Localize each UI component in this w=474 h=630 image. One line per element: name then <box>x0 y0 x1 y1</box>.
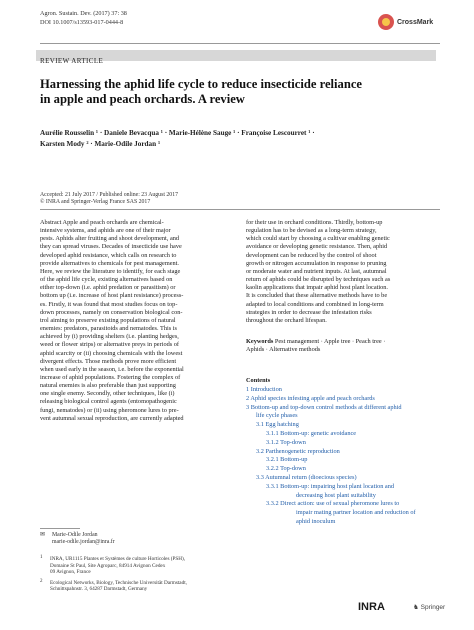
toc-item[interactable] <box>246 483 446 492</box>
inra-logo <box>358 601 385 613</box>
crossmark-badge[interactable] <box>378 14 433 30</box>
abstract-line: Here, we review the literature to identify, for each stage <box>40 267 181 275</box>
affiliation-line: Domaine St Paul, Site Agroparc, 84914 Avignon Cedex <box>50 562 166 569</box>
toc-item-text: aphid inoculum <box>296 517 336 525</box>
corresponding-email[interactable]: marie-odile.jordan@inra.fr <box>52 539 115 545</box>
keywords-block <box>246 338 442 354</box>
toc-item[interactable] <box>246 386 446 395</box>
toc-item[interactable] <box>246 465 446 474</box>
toc-item[interactable] <box>246 421 446 430</box>
toc-item-text: Bottom-up: impairing host plant location and <box>280 482 395 490</box>
toc-item-number: 3.1 <box>256 421 266 429</box>
toc-item[interactable] <box>246 395 446 404</box>
abstract-line: provide alternatives to chemicals for pest management. <box>40 259 180 267</box>
abstract-line: releasing biological control agents (entomopathogenic <box>40 398 177 406</box>
toc-item[interactable] <box>246 430 446 439</box>
abstract-line: vent autumnal sexual reproduction, are currently adapted <box>40 414 184 422</box>
abstract-line: natural enemies is also preferable than just supporting <box>40 382 176 390</box>
corresponding-author: Marie-Odile Jordan <box>52 532 98 538</box>
abstract-line: when used early in the season, i.e. before the exponential <box>40 365 184 373</box>
footnote-rule <box>40 528 80 529</box>
affiliations <box>40 556 230 597</box>
abstract-line: strategies in order to decrease the infestation risks <box>246 308 372 316</box>
abstract-line: down processes, namely on conservation biological con- <box>40 308 183 316</box>
toc-item-number: 2 <box>246 394 251 402</box>
abstract-line: achieved by (i) providing shelters (i.e. planting hedges, <box>40 333 179 341</box>
springer-logo <box>413 603 445 611</box>
author-list <box>40 128 440 150</box>
toc-item-text: Top-down <box>280 438 306 446</box>
toc-item-text: Bottom-up: genetic avoidance <box>280 429 357 437</box>
affiliation-line: Ecological Networks, Biology, Technische Universität Darmstadt, <box>50 579 187 586</box>
article-title <box>40 77 440 107</box>
keywords-label: Keywords <box>246 338 274 345</box>
affiliation <box>40 580 230 593</box>
abstract-line: developed aphid resistance, which calls on research to <box>40 251 177 259</box>
toc-item[interactable] <box>246 474 446 483</box>
envelope-icon: ✉ <box>40 532 45 538</box>
contents-heading: Contents <box>246 377 271 384</box>
abstract-line: return of aphids could be disrupted by techniques such as <box>246 276 391 284</box>
springer-logo-text: Springer <box>420 604 446 611</box>
abstract-line: It is concluded that these alternative methods have to be <box>246 292 388 300</box>
abstract-line: bottom up (i.e. increase of host plant resistance) process- <box>40 292 184 300</box>
abstract-line: Abstract Apple and peach orchards are chemical- <box>40 219 164 226</box>
toc-item-text: impair mating partner location and reduction of <box>296 509 416 517</box>
abstract-line: for their use in orchard conditions. Thirdly, bottom-up <box>246 219 383 226</box>
abstract-line: development can be reduced by the control of shoot <box>246 251 377 259</box>
toc-item-text: Autumnal return (dioecious species) <box>265 473 357 481</box>
toc-item-text: Egg hatching <box>265 421 299 429</box>
abstract-line: fungi, nematodes) or (ii) using pheromone lures to pre- <box>40 406 179 414</box>
abstract-line: aphid scarcity or (ii) choosing chemicals with the lowest <box>40 349 183 357</box>
abstract-line: kaolin applications that impair aphid host plant location. <box>246 284 388 292</box>
authors-line: Aurélie Rousselin ¹ · Daniele Bevacqua ¹ · Marie-Hélène Sauge ¹ · Françoise Lescourret ¹ · <box>40 129 315 137</box>
header-rule <box>40 43 440 44</box>
abstract-right-column <box>246 219 442 325</box>
toc-item[interactable] <box>246 448 446 457</box>
abstract-line: es. Firstly, it was found that most studies focus on top- <box>40 300 178 308</box>
toc-item[interactable] <box>246 439 446 448</box>
toc-item-number: 3.2.2 <box>266 465 281 473</box>
abstract-line: divergent effects. Those methods prove more efficient <box>40 357 177 365</box>
abstract-rule <box>40 209 440 210</box>
correspondence <box>40 532 230 546</box>
toc-item-number: 3.2 <box>256 447 266 455</box>
toc-item-text: life cycle phases <box>256 412 298 420</box>
publication-dates <box>40 192 178 206</box>
inra-logo-text: INRA <box>358 601 385 613</box>
abstract-line: or moderate water and nutrient inputs. At last, autumnal <box>246 267 387 275</box>
abstract-line: either top-down (i.e. aphid predation or parasitism) or <box>40 284 176 292</box>
toc-item-number: 3.3 <box>256 473 266 481</box>
crossmark-label: CrossMark <box>397 18 434 26</box>
section-band <box>36 50 436 65</box>
crossmark-icon <box>378 14 394 30</box>
toc-item-text: Introduction <box>250 386 282 393</box>
table-of-contents <box>246 386 446 527</box>
toc-item-number: 3.2.1 <box>266 456 281 464</box>
abstract-left-column <box>40 219 236 423</box>
journal-citation <box>40 10 127 27</box>
title-line: Harnessing the aphid life cycle to reduce insecticide reliance <box>40 77 363 91</box>
abstract-line: regulation has to be devised as a long-term strategy, <box>246 227 377 235</box>
keywords-line: Aphids · Alternative methods <box>246 346 321 354</box>
abstract-line: throughout the orchard lifespan. <box>246 316 327 324</box>
title-line: in apple and peach orchards. A review <box>40 92 245 106</box>
affiliation-line: Schnittspahnstr. 3, 64287 Darmstadt, Germany <box>50 586 148 592</box>
affiliation-line: 09 Avignon, France <box>50 569 91 575</box>
affiliation <box>40 556 230 576</box>
affiliation-line: INRA, UR1115 Plantes et Systèmes de culture Horticoles (PSH), <box>50 556 186 562</box>
abstract-line: one single enemy. Secondly, other techniques, like (i) <box>40 390 175 398</box>
toc-item-number: 3 <box>246 403 251 411</box>
toc-item-number: 1 <box>246 386 251 393</box>
toc-item[interactable] <box>246 500 446 509</box>
toc-item-text: Parthenogenetic reproduction <box>265 447 340 455</box>
toc-item-text: decreasing host plant suitability <box>296 491 376 499</box>
toc-item-text: Bottom-up and top-down control methods at different aphid <box>250 403 402 411</box>
affiliation-number: 1 <box>40 555 43 560</box>
springer-icon: ♞ <box>413 604 419 611</box>
journal-name: Agron. Sustain. Dev. (2017) 37: 38 <box>40 10 127 17</box>
toc-item-text: Bottom-up <box>280 456 308 464</box>
abstract-line: growth or nitrogen accumulation in response to pruning <box>246 259 387 267</box>
section-label: REVIEW ARTICLE <box>40 57 104 65</box>
abstract-line: enemies: predators, parasitoids and nematodes. This is <box>40 325 177 333</box>
abstract-line: of the aphid life cycle, existing alternatives based on <box>40 276 173 284</box>
abstract-line: trol aiming to preserve existing populations of natural <box>40 316 176 324</box>
abstract-line: they can spread viruses. Decades of insecticide use have <box>40 243 182 251</box>
toc-item[interactable] <box>246 404 446 413</box>
toc-item-text: Aphid species infesting apple and peach orchards <box>250 394 375 402</box>
toc-item[interactable] <box>246 456 446 465</box>
toc-item[interactable] <box>246 509 446 518</box>
toc-item-number: 3.3.1 <box>266 482 281 490</box>
dates-line: Accepted: 21 July 2017 / Published online: 23 August 2017 <box>40 192 178 198</box>
copyright-line: © INRA and Springer-Verlag France SAS 2017 <box>40 199 151 205</box>
abstract-line: adapted to local conditions and combined in long-term <box>246 300 384 308</box>
abstract-line: weed or flower strips) or alternative preys in periods of <box>40 341 180 349</box>
doi[interactable]: DOI 10.1007/s13593-017-0444-8 <box>40 18 124 26</box>
toc-item-text: Top-down <box>280 465 306 473</box>
toc-item[interactable] <box>246 492 446 501</box>
toc-item-number: 3.3.2 <box>266 500 281 508</box>
abstract-line: pests. Aphids alter fruiting and shoot development, and <box>40 235 180 243</box>
toc-item[interactable] <box>246 412 446 421</box>
authors-line: Karsten Mody ² · Marie-Odile Jordan ¹ <box>40 140 161 148</box>
abstract-line: increase of aphid populations. Fostering the complex of <box>40 373 181 381</box>
affiliation-number: 2 <box>40 578 43 584</box>
abstract-line: avoidance or developing genetic resistance. Then, aphid <box>246 243 388 251</box>
toc-item-number: 3.1.1 <box>266 429 281 437</box>
keywords-line: Pest management · Apple tree · Peach tree · <box>274 338 386 345</box>
abstract-line: intensive systems, and aphids are one of their major <box>40 227 171 235</box>
toc-item-text: Direct action: use of sexual pheromone lures to <box>280 500 400 508</box>
toc-item-number: 3.1.2 <box>266 438 281 446</box>
abstract-line: which could start by choosing a cultivar enabling genetic <box>246 235 390 243</box>
toc-item[interactable] <box>246 518 446 527</box>
